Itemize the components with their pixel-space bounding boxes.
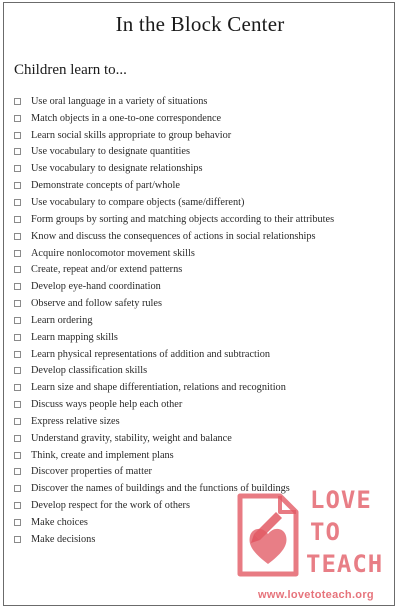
logo-text-to: TO [310, 518, 341, 546]
checkbox-icon[interactable] [14, 148, 21, 155]
checkbox-icon[interactable] [14, 519, 21, 526]
checklist-item [14, 346, 334, 363]
checklist-item-label: Create, repeat and/or extend patterns [31, 264, 183, 276]
checklist-item-label: Use vocabulary to compare objects (same/different) [31, 196, 245, 208]
checklist-item [14, 245, 334, 262]
checklist-item [14, 127, 334, 144]
checklist-item-label: Develop classification skills [31, 365, 148, 377]
checkbox-icon[interactable] [14, 216, 21, 223]
checklist-item [14, 261, 334, 278]
checklist-item-label: Understand gravity, stability, weight and balance [31, 432, 232, 444]
checklist-item-label: Think, create and implement plans [31, 449, 174, 461]
checkbox-icon[interactable] [14, 300, 21, 307]
checklist-item [14, 329, 334, 346]
checklist-item-label: Discover the names of buildings and the functions of buildings [31, 483, 290, 495]
checkbox-icon[interactable] [14, 266, 21, 273]
checklist-item [14, 211, 334, 228]
checklist-item-label: Learn social skills appropriate to group behavior [31, 129, 232, 141]
checklist-item-label: Use vocabulary to designate quantities [31, 146, 190, 158]
checkbox-icon[interactable] [14, 317, 21, 324]
page-title: In the Block Center [115, 12, 285, 36]
checklist-item-label: Acquire nonlocomotor movement skills [31, 247, 195, 259]
checkbox-icon[interactable] [14, 165, 21, 172]
checklist-item [14, 430, 334, 447]
logo-text-love: LOVE [310, 486, 372, 514]
checklist-item-label: Demonstrate concepts of part/whole [31, 180, 180, 192]
skills-checklist [14, 93, 334, 548]
checklist-item [14, 413, 334, 430]
checkbox-icon[interactable] [14, 132, 21, 139]
checklist-item [14, 93, 334, 110]
checkbox-icon[interactable] [14, 485, 21, 492]
checklist-item-label: Form groups by sorting and matching objects according to their attributes [31, 213, 335, 225]
checklist-item-label: Express relative sizes [31, 415, 120, 427]
checkbox-icon[interactable] [14, 502, 21, 509]
checkbox-icon[interactable] [14, 418, 21, 425]
checklist-item-label: Make decisions [31, 533, 96, 545]
checkbox-icon[interactable] [14, 182, 21, 189]
checklist-item [14, 194, 334, 211]
checklist-item [14, 295, 334, 312]
checkbox-icon[interactable] [14, 250, 21, 257]
checkbox-icon[interactable] [14, 468, 21, 475]
checkbox-icon[interactable] [14, 233, 21, 240]
checklist-item [14, 160, 334, 177]
checklist-item-label: Learn ordering [31, 314, 93, 326]
checklist-item-label: Know and discuss the consequences of actions in social relationships [31, 230, 316, 242]
checklist-item-label: Use oral language in a variety of situations [31, 95, 208, 107]
checkbox-icon[interactable] [14, 98, 21, 105]
checklist-item-label: Make choices [31, 517, 88, 529]
checklist-item-label: Observe and follow safety rules [31, 298, 162, 310]
checkbox-icon[interactable] [14, 401, 21, 408]
checklist-item [14, 110, 334, 127]
checkbox-icon[interactable] [14, 384, 21, 391]
checklist-item [14, 144, 334, 161]
checklist-item [14, 177, 334, 194]
checklist-item-label: Learn size and shape differentiation, relations and recognition [31, 382, 286, 394]
checkbox-icon[interactable] [14, 367, 21, 374]
checkbox-icon[interactable] [14, 452, 21, 459]
checkbox-icon[interactable] [14, 435, 21, 442]
checklist-item [14, 379, 334, 396]
checklist-item [14, 228, 334, 245]
love-to-teach-logo [232, 486, 392, 586]
checklist-item-label: Develop respect for the work of others [31, 500, 190, 512]
checklist-item [14, 464, 334, 481]
checklist-item [14, 278, 334, 295]
checkbox-icon[interactable] [14, 536, 21, 543]
checklist-item-label: Learn physical representations of addition and subtraction [31, 348, 271, 360]
checklist-item [14, 396, 334, 413]
page-subtitle: Children learn to... [14, 62, 127, 78]
website-link[interactable]: www.lovetoteach.org [258, 589, 374, 601]
checkbox-icon[interactable] [14, 334, 21, 341]
checklist-item-label: Match objects in a one-to-one correspondence [31, 112, 222, 124]
checklist-item-label: Use vocabulary to designate relationships [31, 163, 203, 175]
checklist-item-label: Develop eye-hand coordination [31, 281, 161, 293]
checklist-item-label: Discuss ways people help each other [31, 399, 183, 411]
checkbox-icon[interactable] [14, 283, 21, 290]
checkbox-icon[interactable] [14, 115, 21, 122]
checklist-item-label: Learn mapping skills [31, 331, 118, 343]
logo-text-teach: TEACH [306, 550, 384, 578]
checklist-item-label: Discover properties of matter [31, 466, 152, 478]
heart-document-icon [232, 490, 302, 580]
checklist-item [14, 363, 334, 380]
checklist-item [14, 447, 334, 464]
checkbox-icon[interactable] [14, 351, 21, 358]
checkbox-icon[interactable] [14, 199, 21, 206]
checklist-item [14, 312, 334, 329]
